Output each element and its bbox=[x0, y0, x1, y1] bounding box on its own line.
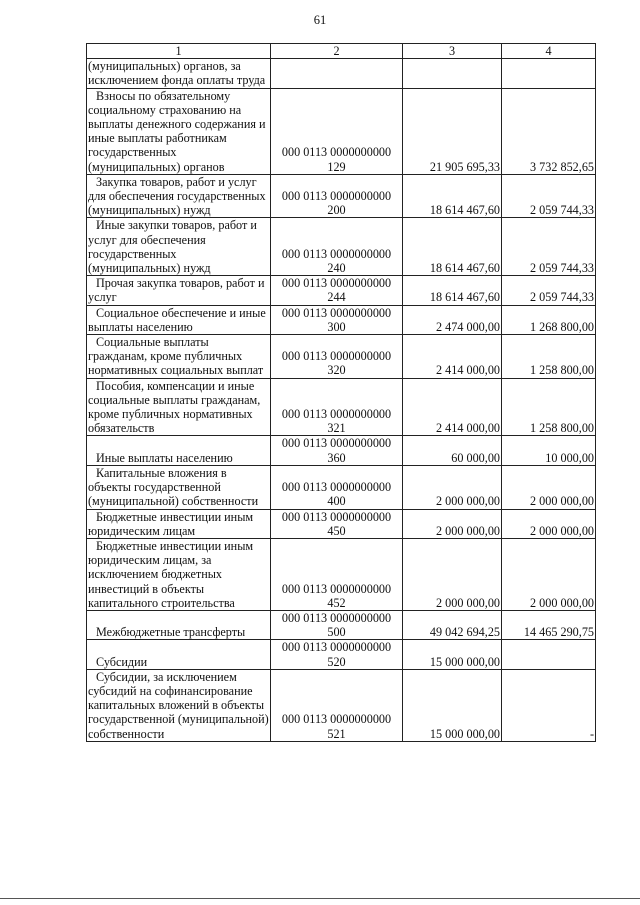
expense-type-code: 320 bbox=[327, 363, 346, 378]
row-amount-column-4: 10 000,00 bbox=[502, 436, 596, 465]
row-item-name-text: Иные выплаты населению bbox=[96, 450, 233, 465]
row-item-name bbox=[87, 59, 271, 88]
table-row bbox=[87, 88, 596, 174]
row-amount-column-3: 60 000,00 bbox=[403, 436, 502, 465]
row-amount-column-4: 3 732 852,65 bbox=[502, 88, 596, 174]
page-number: 61 bbox=[313, 13, 327, 27]
row-item-name-text: Взносы по обязательному социальному страхованию на выплаты денежного содержания и иные выплаты работникам государственных (муниципальных) органов bbox=[88, 88, 266, 174]
row-item-name bbox=[87, 610, 271, 639]
row-amount-column-4: 2 000 000,00 bbox=[502, 509, 596, 538]
table-row bbox=[87, 538, 596, 610]
row-budget-code bbox=[271, 174, 403, 218]
row-amount-column-3: 2 414 000,00 bbox=[403, 378, 502, 436]
row-budget-code bbox=[271, 669, 403, 741]
row-item-name-text: Социальные выплаты гражданам, кроме публичных нормативных социальных выплат bbox=[88, 335, 264, 378]
row-item-name-text: Пособия, компенсации и иные социальные выплаты гражданам, кроме публичных нормативных обязательств bbox=[88, 378, 261, 436]
row-item-name bbox=[87, 378, 271, 436]
budget-code-prefix: 000 0113 0000000000 bbox=[281, 480, 392, 495]
column-header-2: 2 bbox=[271, 44, 403, 59]
row-amount-column-4: 2 059 744,33 bbox=[502, 276, 596, 305]
row-item-name-text: Социальное обеспечение и иные выплаты населению bbox=[88, 305, 266, 334]
budget-code-prefix: 000 0113 0000000000 bbox=[281, 145, 392, 160]
budget-code-prefix: 000 0113 0000000000 bbox=[281, 640, 392, 655]
row-amount-column-4: 2 000 000,00 bbox=[502, 465, 596, 509]
table-row bbox=[87, 610, 596, 639]
expense-type-code: 300 bbox=[327, 319, 346, 334]
row-amount-column-3: 2 474 000,00 bbox=[403, 305, 502, 334]
budget-code-prefix: 000 0113 0000000000 bbox=[281, 276, 392, 291]
column-header-3: 3 bbox=[403, 44, 502, 59]
table-row bbox=[87, 335, 596, 379]
row-item-name bbox=[87, 640, 271, 669]
row-item-name-text: (муниципальных) органов, за исключением фонда оплаты труда bbox=[88, 59, 266, 88]
row-item-name bbox=[87, 218, 271, 276]
row-budget-code bbox=[271, 509, 403, 538]
row-amount-column-3: 49 042 694,25 bbox=[403, 610, 502, 639]
row-budget-code bbox=[271, 378, 403, 436]
row-item-name-text: Бюджетные инвестиции иным юридическим лицам bbox=[88, 509, 254, 538]
row-item-name-text: Субсидии bbox=[96, 654, 148, 669]
budget-code-prefix: 000 0113 0000000000 bbox=[281, 610, 392, 625]
expense-type-code: 240 bbox=[327, 261, 346, 276]
expense-type-code: 129 bbox=[327, 159, 346, 174]
table-row bbox=[87, 276, 596, 305]
row-budget-code bbox=[271, 538, 403, 610]
row-item-name bbox=[87, 538, 271, 610]
column-header-1: 1 bbox=[87, 44, 271, 59]
row-amount-column-3: 2 000 000,00 bbox=[403, 538, 502, 610]
row-budget-code bbox=[271, 436, 403, 465]
expense-type-code: 521 bbox=[327, 726, 346, 741]
row-amount-column-4: 2 059 744,33 bbox=[502, 174, 596, 218]
budget-code-prefix: 000 0113 0000000000 bbox=[281, 189, 392, 204]
row-amount-column-3: 18 614 467,60 bbox=[403, 218, 502, 276]
table-row bbox=[87, 436, 596, 465]
column-header-4: 4 bbox=[502, 44, 596, 59]
budget-code-prefix: 000 0113 0000000000 bbox=[281, 246, 392, 261]
row-amount-column-4: - bbox=[502, 669, 596, 741]
row-amount-column-4: 2 000 000,00 bbox=[502, 538, 596, 610]
row-budget-code bbox=[271, 218, 403, 276]
table-row bbox=[87, 640, 596, 669]
expense-type-code: 500 bbox=[327, 625, 346, 640]
budget-code-prefix: 000 0113 0000000000 bbox=[281, 509, 392, 524]
expense-type-code: 400 bbox=[327, 494, 346, 509]
row-item-name-text: Иные закупки товаров, работ и услуг для обеспечения государственных (муниципальных) нужд bbox=[88, 218, 257, 276]
row-item-name bbox=[87, 465, 271, 509]
row-budget-code bbox=[271, 640, 403, 669]
row-budget-code bbox=[271, 305, 403, 334]
row-item-name bbox=[87, 669, 271, 741]
expense-type-code: 321 bbox=[327, 421, 346, 436]
row-budget-code bbox=[271, 276, 403, 305]
table-row bbox=[87, 59, 596, 88]
row-amount-column-3: 2 000 000,00 bbox=[403, 509, 502, 538]
table-row bbox=[87, 218, 596, 276]
table-row bbox=[87, 378, 596, 436]
row-amount-column-3: 15 000 000,00 bbox=[403, 640, 502, 669]
expense-type-code: 450 bbox=[327, 523, 346, 538]
expense-type-code: 520 bbox=[327, 654, 346, 669]
row-item-name-text: Прочая закупка товаров, работ и услуг bbox=[88, 276, 265, 305]
table-row bbox=[87, 669, 596, 741]
table-row bbox=[87, 174, 596, 218]
page-bottom-rule bbox=[0, 898, 640, 899]
row-amount-column-4: 1 268 800,00 bbox=[502, 305, 596, 334]
table-row bbox=[87, 305, 596, 334]
row-budget-code bbox=[271, 610, 403, 639]
row-item-name-text: Межбюджетные трансферты bbox=[96, 625, 246, 640]
row-budget-code bbox=[271, 465, 403, 509]
table-header-row bbox=[87, 44, 596, 59]
row-amount-column-4: 1 258 800,00 bbox=[502, 335, 596, 379]
row-item-name bbox=[87, 436, 271, 465]
row-amount-column-3: 18 614 467,60 bbox=[403, 174, 502, 218]
expense-type-code: 360 bbox=[327, 450, 346, 465]
row-item-name-text: Капитальные вложения в объекты государственной (муниципальной) собственности bbox=[88, 465, 259, 509]
budget-code-prefix: 000 0113 0000000000 bbox=[281, 349, 392, 364]
row-amount-column-3: 2 414 000,00 bbox=[403, 335, 502, 379]
expense-type-code: 452 bbox=[327, 595, 346, 610]
row-budget-code bbox=[271, 335, 403, 379]
budget-code-prefix: 000 0113 0000000000 bbox=[281, 712, 392, 727]
row-amount-column-4: 1 258 800,00 bbox=[502, 378, 596, 436]
row-amount-column-3: 2 000 000,00 bbox=[403, 465, 502, 509]
row-item-name bbox=[87, 174, 271, 218]
row-item-name bbox=[87, 276, 271, 305]
table-row bbox=[87, 465, 596, 509]
row-amount-column-4 bbox=[502, 59, 596, 88]
budget-table bbox=[86, 43, 596, 742]
budget-code-prefix: 000 0113 0000000000 bbox=[281, 581, 392, 596]
row-item-name bbox=[87, 509, 271, 538]
expense-type-code: 244 bbox=[327, 290, 346, 305]
row-budget-code bbox=[271, 59, 403, 88]
budget-code-prefix: 000 0113 0000000000 bbox=[281, 436, 392, 451]
row-amount-column-4: 2 059 744,33 bbox=[502, 218, 596, 276]
budget-code-prefix: 000 0113 0000000000 bbox=[281, 305, 392, 320]
row-amount-column-3: 18 614 467,60 bbox=[403, 276, 502, 305]
row-budget-code bbox=[271, 88, 403, 174]
row-amount-column-4 bbox=[502, 640, 596, 669]
row-amount-column-4: 14 465 290,75 bbox=[502, 610, 596, 639]
row-item-name bbox=[87, 335, 271, 379]
row-item-name bbox=[87, 305, 271, 334]
row-amount-column-3 bbox=[403, 59, 502, 88]
budget-code-prefix: 000 0113 0000000000 bbox=[281, 407, 392, 422]
row-amount-column-3: 21 905 695,33 bbox=[403, 88, 502, 174]
row-item-name-text: Бюджетные инвестиции иным юридическим лицам, за исключением бюджетных инвестиций в объекты капитального строительства bbox=[88, 538, 254, 610]
row-item-name bbox=[87, 88, 271, 174]
row-amount-column-3: 15 000 000,00 bbox=[403, 669, 502, 741]
table-row bbox=[87, 509, 596, 538]
row-item-name-text: Закупка товаров, работ и услуг для обеспечения государственных (муниципальных) нужд bbox=[88, 174, 266, 218]
expense-type-code: 200 bbox=[327, 203, 346, 218]
row-item-name-text: Субсидии, за исключением субсидий на софинансирование капитальных вложений в объекты государственной (муниципальной) собственности bbox=[88, 669, 269, 741]
